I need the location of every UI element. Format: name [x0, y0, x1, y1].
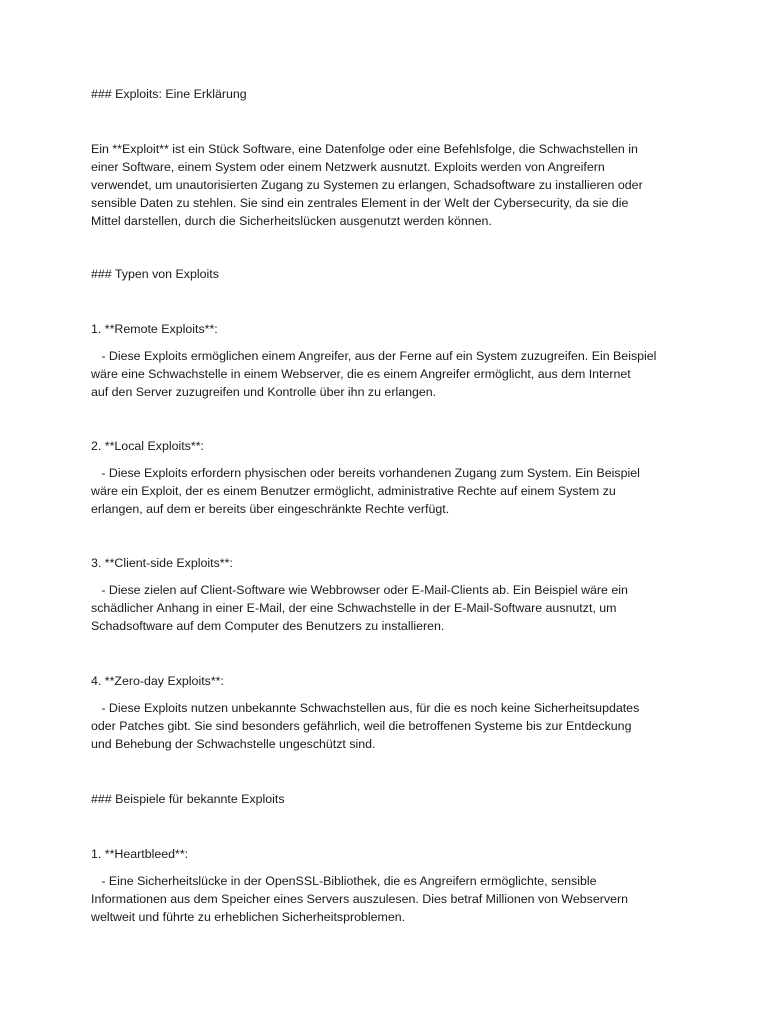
type-line: - Diese Exploits erfordern physischen oder bereits vorhandenen Zugang zum System. Ein Beispiel — [91, 466, 640, 480]
example-title-heartbleed: 1. **Heartbleed**: — [91, 847, 189, 861]
heading-exploit-types: ### Typen von Exploits — [91, 267, 219, 281]
intro-line: sensible Daten zu stehlen. Sie sind ein zentrales Element in der Welt der Cybersecurity, da sie die — [91, 196, 629, 210]
type-description-local — [91, 464, 681, 518]
type-line: - Diese zielen auf Client-Software wie Webbrowser oder E-Mail-Clients ab. Ein Beispiel wäre ein — [91, 583, 628, 597]
type-line: schädlicher Anhang in einer E-Mail, der eine Schwachstelle in der E-Mail-Software ausnutzt, um — [91, 601, 617, 615]
heading-exploits-explanation: ### Exploits: Eine Erklärung — [91, 87, 247, 101]
type-title-remote: 1. **Remote Exploits**: — [91, 322, 218, 336]
type-title-zero-day: 4. **Zero-day Exploits**: — [91, 674, 224, 688]
type-line: erlangen, auf dem er bereits über eingeschränkte Rechte verfügt. — [91, 502, 450, 516]
type-line: Schadsoftware auf dem Computer des Benutzers zu installieren. — [91, 619, 445, 633]
type-description-zero-day — [91, 699, 681, 753]
type-line: wäre ein Exploit, der es einem Benutzer ermöglicht, administrative Rechte auf einem System zu — [91, 484, 616, 498]
heading-known-exploits: ### Beispiele für bekannte Exploits — [91, 792, 285, 806]
example-line: Informationen aus dem Speicher eines Servers auszulesen. Dies betraf Millionen von Webservern — [91, 892, 628, 906]
example-line: weltweit und führte zu erheblichen Sicherheitsproblemen. — [91, 910, 406, 924]
intro-line: einer Software, einem System oder einem Netzwerk ausnutzt. Exploits werden von Angreifern — [91, 160, 605, 174]
example-description-heartbleed — [91, 872, 681, 926]
type-line: oder Patches gibt. Sie sind besonders gefährlich, weil die betroffenen Systeme bis zur Entdeckung — [91, 719, 632, 733]
example-line: - Eine Sicherheitslücke in der OpenSSL-Bibliothek, die es Angreifern ermöglichte, sensible — [91, 874, 597, 888]
type-title-client-side: 3. **Client-side Exploits**: — [91, 556, 233, 570]
type-description-remote — [91, 347, 681, 401]
type-line: wäre eine Schwachstelle in einem Webserver, die es einem Angreifer ermöglicht, aus dem Internet — [91, 367, 631, 381]
intro-line: Ein **Exploit** ist ein Stück Software, eine Datenfolge oder eine Befehlsfolge, die Schwachstellen in — [91, 142, 638, 156]
type-description-client-side — [91, 581, 681, 635]
intro-line: verwendet, um unautorisierten Zugang zu Systemen zu erlangen, Schadsoftware zu installieren oder — [91, 178, 643, 192]
type-line: - Diese Exploits ermöglichen einem Angreifer, aus der Ferne auf ein System zuzugreifen. Ein Beispiel — [91, 349, 657, 363]
intro-paragraph — [91, 140, 681, 230]
intro-line: Mittel darstellen, durch die Sicherheitslücken ausgenutzt werden können. — [91, 214, 492, 228]
type-line: auf den Server zuzugreifen und Kontrolle über ihn zu erlangen. — [91, 385, 437, 399]
type-line: und Behebung der Schwachstelle ungeschützt sind. — [91, 737, 376, 751]
type-title-local: 2. **Local Exploits**: — [91, 439, 204, 453]
type-line: - Diese Exploits nutzen unbekannte Schwachstellen aus, für die es noch keine Sicherheitsupdates — [91, 701, 640, 715]
